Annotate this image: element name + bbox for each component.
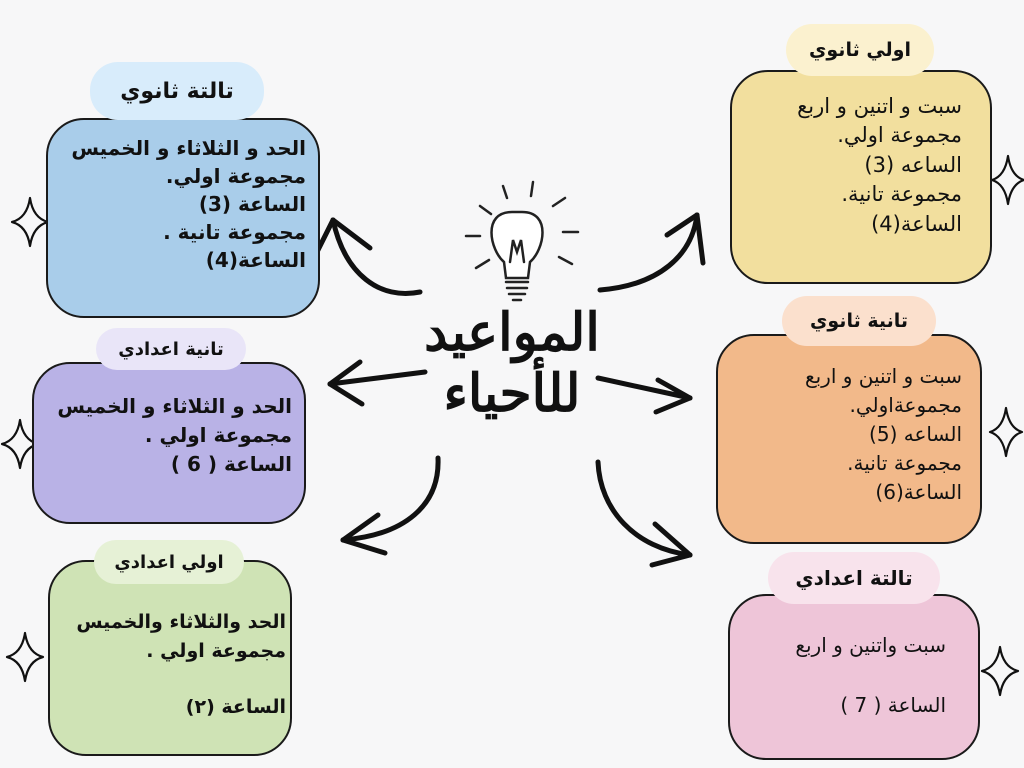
text-line: الساعة(4) xyxy=(205,248,306,272)
text-line: مجموعةاولي. xyxy=(849,393,962,417)
text-line: سبت و اتنين و اربع xyxy=(804,364,962,388)
text-line: مجموعة تانية . xyxy=(163,220,306,244)
text-line: الساعة (٢) xyxy=(185,696,286,718)
card-third-prep-text xyxy=(742,630,946,720)
text-line xyxy=(56,665,286,693)
text-line: مجموعة اولي. xyxy=(837,123,962,148)
tag-first-secondary: اولي ثانوي xyxy=(786,24,934,76)
arrow-icon xyxy=(343,458,438,553)
text-line: الحد و الثلاثاء و الخميس xyxy=(57,394,292,418)
text-line: الساعة(6) xyxy=(875,480,962,504)
sparkle-icon xyxy=(992,156,1024,204)
text-line: مجموعة تانية. xyxy=(847,451,962,475)
text-line: الساعة ( 6 ) xyxy=(170,452,292,476)
sparkle-icon xyxy=(982,647,1018,695)
text-line: مجموعة اولي . xyxy=(146,639,286,662)
center-title xyxy=(392,302,632,424)
text-line: الساعة (3) xyxy=(198,192,306,216)
card-second-prep-text xyxy=(44,392,292,479)
title-line-2: للأحياء xyxy=(443,362,581,424)
card-first-prep-text xyxy=(56,608,286,722)
text-line: الحد والثلاثاء والخميس xyxy=(76,611,286,633)
text-line: الساعة(4) xyxy=(871,211,962,236)
text-line: مجموعة اولي . xyxy=(144,423,292,447)
text-line: الحد و الثلاثاء و الخميس xyxy=(71,136,306,160)
text-line: الساعه (5) xyxy=(869,422,962,446)
lightbulb-icon xyxy=(466,182,578,300)
tag-second-prep: تانية اعدادي xyxy=(96,328,246,370)
text-line: سبت واتنين و اربع xyxy=(795,633,946,657)
tag-first-prep: اولي اعدادي xyxy=(94,540,244,584)
tag-third-prep: تالتة اعدادي xyxy=(768,552,940,604)
arrow-icon xyxy=(600,215,703,290)
text-line: مجموعة اولي. xyxy=(165,164,306,188)
text-line: سبت و اتنين و اربع xyxy=(797,94,962,118)
sparkle-icon xyxy=(7,633,43,681)
text-line: مجموعة تانية. xyxy=(841,182,962,207)
title-line-1: المواعيد xyxy=(424,302,600,363)
text-line: الساعه (3) xyxy=(864,152,962,177)
tag-third-secondary: تالتة ثانوي xyxy=(90,62,264,120)
text-line xyxy=(742,660,946,690)
arrow-icon xyxy=(598,462,690,565)
card-third-secondary-text xyxy=(60,134,306,274)
card-second-secondary-text xyxy=(728,362,962,507)
text-line: الساعة ( 7 ) xyxy=(840,693,946,717)
card-first-secondary-text xyxy=(744,92,962,239)
tag-second-secondary: تانية ثانوي xyxy=(782,296,936,346)
sparkle-icon xyxy=(990,408,1022,456)
sparkle-icon xyxy=(12,198,48,246)
arrow-icon xyxy=(312,220,420,293)
